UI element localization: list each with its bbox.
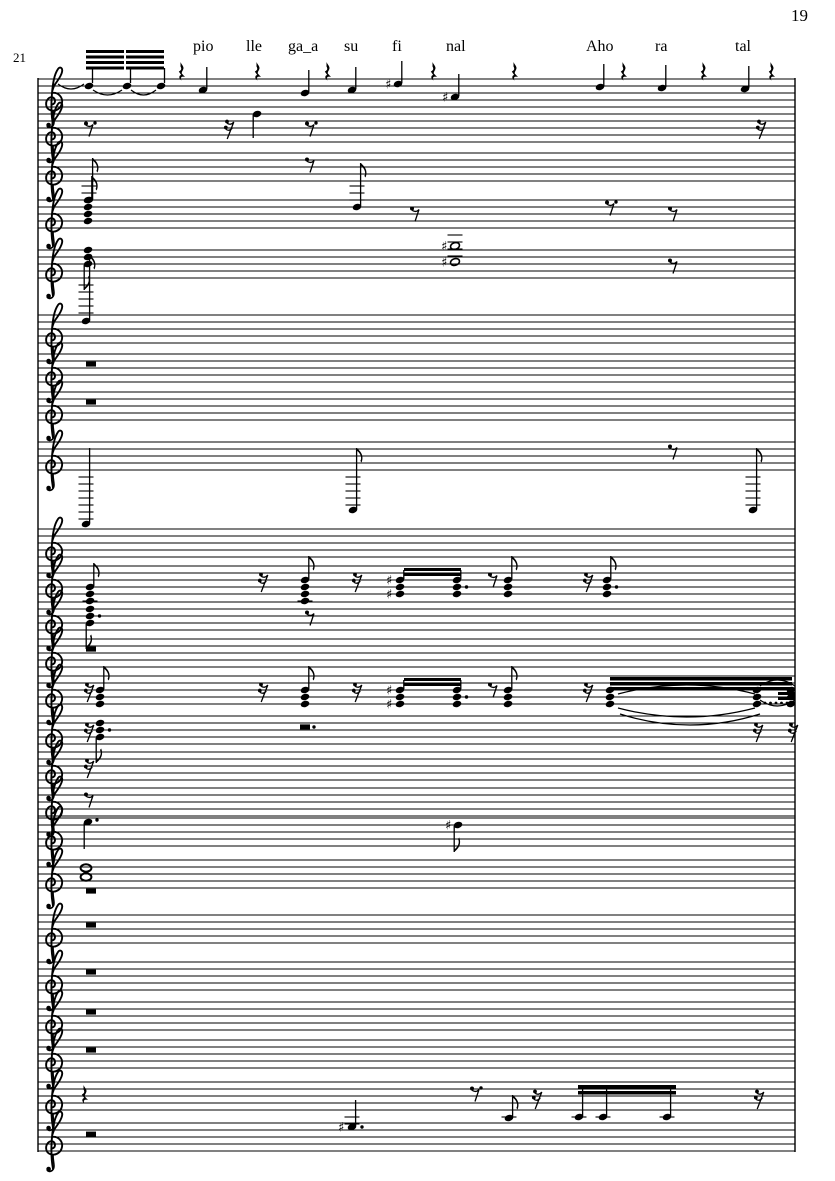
augmentation-dot bbox=[108, 728, 111, 731]
measure-number: 21 bbox=[13, 50, 26, 65]
beam bbox=[610, 677, 792, 681]
sixteenth-rest bbox=[352, 573, 362, 592]
flag-icon bbox=[96, 749, 102, 764]
whole-rest bbox=[86, 970, 96, 975]
whole-rest bbox=[86, 400, 96, 405]
treble-clef-icon bbox=[46, 904, 62, 964]
beam bbox=[404, 568, 461, 571]
augmentation-dot bbox=[98, 614, 101, 617]
sharp-icon: ♯ bbox=[386, 573, 393, 589]
whole-note bbox=[81, 864, 92, 871]
beam bbox=[578, 1085, 676, 1089]
treble-clef-icon bbox=[46, 142, 62, 202]
notehead bbox=[300, 583, 310, 592]
augmentation-dot bbox=[314, 121, 317, 124]
sixteenth-rest bbox=[583, 573, 593, 592]
quarter-rest bbox=[179, 62, 185, 81]
augmentation-dot bbox=[615, 585, 618, 588]
notehead bbox=[95, 700, 105, 709]
notehead bbox=[83, 246, 93, 255]
notehead bbox=[83, 210, 93, 219]
sharp-icon: ♯ bbox=[338, 1120, 345, 1136]
sharp-icon: ♯ bbox=[386, 683, 393, 699]
flag-icon bbox=[512, 666, 518, 681]
treble-clef-icon bbox=[46, 849, 62, 909]
notehead bbox=[452, 590, 462, 599]
sharp-icon: ♯ bbox=[445, 818, 452, 834]
notehead bbox=[452, 583, 462, 592]
sixteenth-rest bbox=[352, 683, 362, 702]
flag-icon bbox=[454, 838, 460, 853]
whole-rest bbox=[86, 889, 96, 894]
notehead bbox=[605, 693, 615, 702]
notehead bbox=[300, 590, 310, 599]
whole-rest bbox=[86, 923, 96, 928]
augmentation-dot bbox=[95, 818, 98, 821]
whole-rest bbox=[86, 1132, 96, 1137]
sixteenth-rest bbox=[754, 1090, 764, 1109]
sharp-icon: ♯ bbox=[441, 255, 448, 271]
quarter-rest bbox=[82, 1085, 88, 1104]
lyric-syllable: fi bbox=[392, 38, 402, 55]
notehead bbox=[85, 597, 95, 606]
notehead bbox=[85, 612, 95, 621]
lyric-syllable: Aho bbox=[586, 38, 614, 55]
notehead bbox=[605, 700, 615, 709]
beam bbox=[404, 678, 461, 681]
quarter-rest bbox=[325, 62, 331, 81]
sharp-icon: ♯ bbox=[386, 587, 393, 603]
sixteenth-rest bbox=[84, 759, 94, 778]
augmentation-dot bbox=[465, 695, 468, 698]
lyric-syllable: pio bbox=[193, 38, 214, 55]
beam bbox=[126, 67, 164, 70]
beam bbox=[86, 61, 124, 64]
flag-icon bbox=[309, 666, 315, 681]
notehead bbox=[85, 590, 95, 599]
flag-icon bbox=[512, 556, 518, 571]
page-number: 19 bbox=[791, 6, 808, 25]
notehead bbox=[503, 583, 513, 592]
treble-clef-icon bbox=[46, 1112, 62, 1172]
whole-rest bbox=[86, 362, 96, 367]
sixteenth-rest bbox=[583, 683, 593, 702]
notehead bbox=[95, 726, 105, 735]
quarter-rest bbox=[621, 62, 627, 81]
beam bbox=[126, 56, 164, 59]
beam bbox=[86, 56, 124, 59]
beam bbox=[778, 692, 795, 695]
beam bbox=[126, 50, 164, 53]
sixteenth-rest bbox=[258, 573, 268, 592]
quarter-rest bbox=[431, 62, 437, 81]
sixteenth-rest bbox=[788, 723, 798, 742]
beam bbox=[126, 61, 164, 64]
notehead bbox=[395, 590, 405, 599]
sixteenth-rest bbox=[84, 723, 94, 742]
quarter-rest bbox=[701, 62, 707, 81]
quarter-rest bbox=[769, 62, 775, 81]
flag-icon bbox=[757, 448, 763, 463]
notehead bbox=[95, 719, 105, 728]
quarter-rest bbox=[512, 62, 518, 81]
sixteenth-rest bbox=[756, 120, 766, 139]
flag-icon bbox=[361, 163, 367, 178]
flag-icon bbox=[104, 666, 110, 681]
notehead bbox=[395, 583, 405, 592]
tremolo-dot bbox=[764, 688, 767, 691]
notehead bbox=[83, 203, 93, 212]
tremolo-dot bbox=[775, 702, 778, 705]
notehead bbox=[503, 693, 513, 702]
tremolo-dot bbox=[769, 688, 772, 691]
notehead bbox=[602, 590, 612, 599]
notehead bbox=[452, 700, 462, 709]
notehead bbox=[452, 693, 462, 702]
notehead bbox=[95, 693, 105, 702]
tremolo-dot bbox=[769, 702, 772, 705]
sharp-icon: ♯ bbox=[442, 90, 449, 106]
tremolo-dot bbox=[780, 702, 783, 705]
beam bbox=[778, 697, 795, 700]
flag-icon bbox=[94, 563, 100, 578]
augmentation-dot bbox=[614, 200, 617, 203]
notehead bbox=[503, 590, 513, 599]
sharp-icon: ♯ bbox=[386, 697, 393, 713]
beam bbox=[86, 50, 124, 53]
beam bbox=[86, 67, 124, 70]
flag-icon bbox=[611, 556, 617, 571]
notehead bbox=[602, 583, 612, 592]
flag-icon bbox=[309, 556, 315, 571]
beam bbox=[404, 573, 461, 576]
sixteenth-rest bbox=[224, 120, 234, 139]
notehead bbox=[605, 686, 615, 695]
notehead bbox=[450, 257, 461, 266]
augmentation-dot bbox=[312, 725, 315, 728]
eighth-rest bbox=[84, 122, 93, 137]
lyric-syllable: ra bbox=[655, 38, 668, 55]
lyric-syllable: lle bbox=[246, 38, 262, 55]
whole-rest bbox=[86, 1010, 96, 1015]
sharp-icon: ♯ bbox=[441, 239, 448, 255]
lyric-syllable: ga_a bbox=[288, 38, 319, 55]
notehead bbox=[300, 693, 310, 702]
sixteenth-rest bbox=[84, 683, 94, 702]
sharp-icon: ♯ bbox=[385, 77, 392, 93]
notehead bbox=[503, 700, 513, 709]
whole-rest bbox=[86, 1048, 96, 1053]
eighth-rest bbox=[668, 445, 677, 460]
sixteenth-rest bbox=[532, 1090, 542, 1109]
augmentation-dot bbox=[479, 1086, 482, 1089]
tremolo-dot bbox=[780, 688, 783, 691]
flag-icon bbox=[513, 1095, 519, 1110]
quarter-rest bbox=[255, 62, 261, 81]
notehead bbox=[85, 605, 95, 614]
eighth-rest bbox=[605, 201, 614, 216]
flag-icon bbox=[357, 448, 363, 463]
notehead bbox=[300, 700, 310, 709]
eighth-rest bbox=[305, 122, 314, 137]
augmentation-dot bbox=[465, 585, 468, 588]
notehead bbox=[395, 700, 405, 709]
notehead bbox=[395, 693, 405, 702]
sixteenth-rest bbox=[753, 723, 763, 742]
lyric-syllable: tal bbox=[735, 38, 751, 55]
lyric-syllable: su bbox=[344, 38, 359, 55]
half-rest bbox=[300, 724, 310, 729]
whole-rest bbox=[86, 647, 96, 652]
augmentation-dot bbox=[93, 121, 96, 124]
lyric-syllable: nal bbox=[446, 38, 466, 55]
augmentation-dot bbox=[360, 1125, 363, 1128]
beam bbox=[578, 1091, 676, 1095]
notehead bbox=[83, 217, 93, 226]
beam bbox=[404, 683, 461, 686]
sixteenth-rest bbox=[258, 683, 268, 702]
tremolo-dot bbox=[775, 688, 778, 691]
notehead bbox=[300, 597, 310, 606]
